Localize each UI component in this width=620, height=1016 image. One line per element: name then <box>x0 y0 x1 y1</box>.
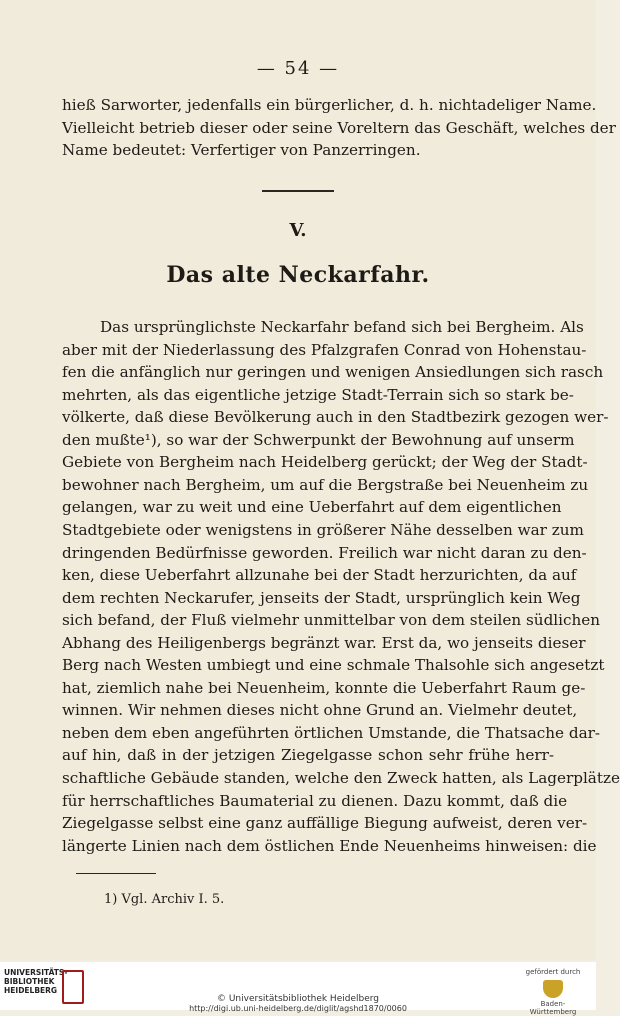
text-line: hat, ziemlich nahe bei Neuenheim, konnte die Ueberfahrt Raum ge- <box>62 678 586 697</box>
section-number: V. <box>289 220 307 241</box>
footnote: 1) Vgl. Archiv I. 5. <box>104 892 225 907</box>
crest-icon <box>543 980 563 998</box>
text-line: ken, diese Ueberfahrt allzunahe bei der Stadt herzurichten, da auf <box>62 566 577 585</box>
footnote-divider <box>76 873 156 874</box>
text-line: bewohner nach Bergheim, um auf die Bergstraße bei Neuenheim zu <box>62 475 589 494</box>
library-name: UNIVERSITÄTS-BIBLIOTHEK HEIDELBERG <box>4 968 68 995</box>
copyright-text: © Universitätsbibliothek Heidelberg <box>216 994 379 1004</box>
text-line: den mußte¹), so war der Schwerpunkt der Bewohnung auf unserm <box>62 430 575 449</box>
text-line: mehrten, als das eigentliche jetzige Stadt-Terrain sich so stark be- <box>62 385 574 404</box>
text-line: hieß Sarworter, jedenfalls ein bürgerlicher, d. h. nichtadeliger Name. <box>62 96 597 114</box>
text-line: neben dem eben angeführten örtlichen Umstande, die Thatsache dar- <box>62 723 601 742</box>
text-line: aber mit der Niederlassung des Pfalzgrafen Conrad von Hohenstau- <box>62 340 587 359</box>
text-line: gelangen, war zu weit und eine Ueberfahrt auf dem eigentlichen <box>62 498 562 517</box>
funder-label: gefördert durch <box>525 968 581 976</box>
text-line: Gebiete von Bergheim nach Heidelberg gerückt; der Weg der Stadt- <box>62 453 588 472</box>
page-number: — 54 — <box>256 58 340 79</box>
section-divider <box>262 190 334 192</box>
text-line: dem rechten Neckarufer, jenseits der Stadt, ursprünglich kein Weg <box>62 588 581 607</box>
funder-name: Baden-Württemberg <box>529 1000 577 1016</box>
text-line: sich befand, der Fluß vielmehr unmittelbar von dem steilen südlichen <box>62 611 601 630</box>
funder-logo[interactable] <box>518 968 588 1016</box>
text-line: Vielleicht betrieb dieser oder seine Voreltern das Geschäft, welches der <box>62 118 616 137</box>
text-line: auf hin, daß in der jetzigen Ziegelgasse schon sehr frühe herr- <box>62 746 554 765</box>
text-line: völkerte, daß diese Bevölkerung auch in den Stadtbezirk gezogen wer- <box>62 408 609 427</box>
source-url-link[interactable]: http://digi.ub.uni-heidelberg.de/diglit/agshd1870/0060 <box>189 1004 407 1013</box>
text-line: längerte Linien nach dem östlichen Ende Neuenheims hinweisen: die <box>62 836 597 855</box>
text-line: Stadtgebiete oder wenigstens in größerer Nähe desselben war zum <box>62 520 584 539</box>
text-line: Berg nach Westen umbiegt und eine schmale Thalsohle sich angesetzt <box>62 656 605 675</box>
text-line: fen die anfänglich nur geringen und wenigen Ansiedlungen sich rasch <box>62 363 604 382</box>
text-line: Ziegelgasse selbst eine ganz auffällige Biegung aufweist, deren ver- <box>62 814 588 833</box>
text-line: Name bedeutet: Verfertiger von Panzerringen. <box>62 141 421 159</box>
footer-bar <box>0 962 596 1016</box>
text-line: schaftliche Gebäude standen, welche den Zweck hatten, als Lagerplätze <box>62 769 620 787</box>
text-line: für herrschaftliches Baumaterial zu dienen. Dazu kommt, daß die <box>62 791 568 810</box>
text-line: Das ursprünglichste Neckarfahr befand sich bei Bergheim. Als <box>100 318 584 336</box>
text-line: Abhang des Heiligenbergs begränzt war. Erst da, wo jenseits dieser <box>62 633 586 652</box>
text-line: winnen. Wir nehmen dieses nicht ohne Grund an. Vielmehr deutet, <box>62 701 578 720</box>
text-line: dringenden Bedürfnisse geworden. Freilich war nicht daran zu den- <box>62 543 587 562</box>
section-title: Das alte Neckarfahr. <box>166 262 430 288</box>
